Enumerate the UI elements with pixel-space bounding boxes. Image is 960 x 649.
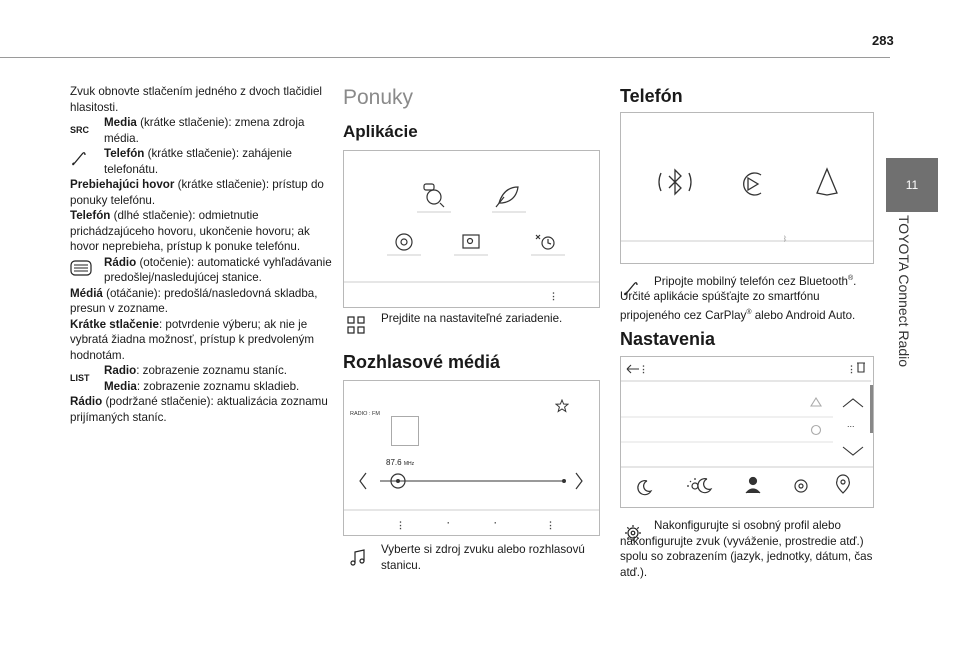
media-term: Media xyxy=(104,116,137,129)
list-radio-desc: : zobrazenie zoznamu staníc. xyxy=(136,364,288,377)
climate-timer-icon xyxy=(536,235,554,249)
back-arrow-icon xyxy=(627,365,639,373)
driving-settings-icon xyxy=(396,234,412,250)
android-auto-icon xyxy=(817,169,837,195)
radio2-desc: (podržané stlačenie): aktualizácia zoznamu prijímaných staníc. xyxy=(70,395,328,424)
list-media-term: Media xyxy=(104,379,137,393)
info-circle-icon xyxy=(812,426,821,435)
header-rule xyxy=(0,57,890,58)
phone-caption xyxy=(620,271,872,323)
list-radio-term: Radio xyxy=(104,364,137,377)
radio-desc: (otočenie): automatické vyhľadávanie predošlej/nasledujúcej stanice. xyxy=(104,255,332,284)
frequency-value: 87.6 xyxy=(386,458,402,467)
tel2-term: Telefón xyxy=(70,209,111,222)
apps-heading: Aplikácie xyxy=(343,122,418,141)
media2-term: Médiá xyxy=(70,286,103,300)
call-term: Prebiehajúci hovor xyxy=(70,178,175,191)
paragraph-short-press xyxy=(70,317,332,364)
list-row xyxy=(70,363,332,394)
call-desc: (krátke stlačenie): prístup do ponuky telefónu. xyxy=(70,178,324,207)
svg-text:⋮: ⋮ xyxy=(639,364,648,374)
phone-icon xyxy=(70,150,88,168)
settings-caption: Nakonfigurujte si osobný profil alebo nakonfigurujte zvuk (vyváženie, prostredie atď.) spolu so zobrazením (jazyk, jednotky, dátum, čas atď.). xyxy=(620,519,873,579)
apps-screen xyxy=(343,150,600,308)
registered-mark-2: ® xyxy=(746,308,752,316)
carplay-icon xyxy=(744,173,761,195)
photo-app-icon xyxy=(463,235,479,248)
list-media-desc: : zobrazenie zoznamu skladieb. xyxy=(136,379,300,393)
radio-caption: Vyberte si zdroj zvuku alebo rozhlasovú stanicu. xyxy=(381,543,585,572)
connected-services-icon xyxy=(424,184,444,207)
day-night-icon xyxy=(687,478,711,493)
src-icon: SRC xyxy=(70,125,90,135)
paragraph-radio-hold xyxy=(70,394,332,425)
frequency-unit: MHz xyxy=(403,461,415,467)
svg-text:ᛒ: ᛒ xyxy=(783,235,788,243)
settings-ellipsis: ... xyxy=(847,419,855,429)
short-desc: : potvrdenie výberu; ak nie je vybratá žiadna možnosť, prístup k predvoleným hodnotám. xyxy=(70,317,315,362)
phone-screen xyxy=(620,112,874,264)
settings-heading: Nastavenia xyxy=(620,329,716,349)
svg-text:·: · xyxy=(447,518,450,528)
tel-term: Telefón xyxy=(104,147,145,160)
menus-heading: Ponuky xyxy=(343,86,414,109)
scroll-down-icon xyxy=(843,447,863,455)
svg-text:⋮: ⋮ xyxy=(847,364,856,374)
phone-caption-part1: Pripojte mobilný telefón cez Bluetooth xyxy=(654,274,848,288)
radio-screen xyxy=(343,380,600,536)
side-title xyxy=(889,215,935,385)
location-settings-icon xyxy=(837,475,850,493)
page-number: 283 xyxy=(872,33,894,48)
controls-text-column xyxy=(70,84,332,425)
music-note-icon xyxy=(350,549,366,567)
settings-screen xyxy=(620,356,874,508)
src-row xyxy=(70,115,332,146)
phone-heading: Telefón xyxy=(620,86,683,106)
profile-icon xyxy=(746,478,760,494)
paragraph-tel-long xyxy=(70,208,332,255)
trash-icon xyxy=(857,363,865,372)
radio-term: Rádio xyxy=(104,255,137,269)
list-icon: LIST xyxy=(70,373,90,383)
phone-row xyxy=(70,146,332,177)
night-mode-icon xyxy=(638,481,651,495)
registered-mark-1: ® xyxy=(848,275,854,282)
radio2-term: Rádio xyxy=(70,395,103,408)
settings-gear-icon xyxy=(795,480,807,492)
touch-grid-icon xyxy=(347,316,365,334)
phone-caption-part3: alebo Android Auto. xyxy=(751,308,856,322)
radio-knob-icon xyxy=(70,259,92,277)
svg-text:⋮: ⋮ xyxy=(549,291,558,301)
paragraph-call xyxy=(70,177,332,208)
paragraph-media-turn xyxy=(70,286,332,317)
bluetooth-icon xyxy=(659,170,691,194)
phone-caption-part2: . Určité aplikácie spúšťajte zo smartfónu pripojeného cez CarPlay xyxy=(620,274,857,322)
scroll-up-icon xyxy=(843,399,863,407)
apps-caption: Prejdite na nastaviteľné zariadenie. xyxy=(381,312,563,325)
svg-text:·: · xyxy=(494,518,497,528)
chapter-tab: 11 xyxy=(886,158,938,212)
tel-desc: (krátke stlačenie): zahájenie telefonátu. xyxy=(104,147,292,176)
media2-desc: (otáčanie): predošlá/nasledovná skladba, presun v zozname. xyxy=(70,286,318,315)
paragraph-volume: Zvuk obnovte stlačením jedného z dvoch tlačidiel hlasitosti. xyxy=(70,85,322,114)
tune-next-icon xyxy=(576,473,582,489)
radio-band-label: RADIO : FM xyxy=(350,411,380,417)
side-title-text: TOYOTA Connect Radio xyxy=(896,215,912,367)
tune-prev-icon xyxy=(360,473,366,489)
radio-media-heading: Rozhlasové médiá xyxy=(343,352,501,372)
tel2-desc: (dlhé stlačenie): odmietnutie prichádzajúceho hovoru, ukončenie hovoru; ak hovor neprebieha, prístup k ponuke telefónu. xyxy=(70,209,310,253)
warning-triangle-icon xyxy=(811,398,821,406)
svg-text:⋮: ⋮ xyxy=(396,520,405,530)
short-term: Krátke stlačenie xyxy=(70,317,159,331)
radio-row xyxy=(70,255,332,286)
eco-leaf-icon xyxy=(496,187,518,207)
media-desc: (krátke stlačenie): zmena zdroja média. xyxy=(104,116,305,145)
svg-text:⋮: ⋮ xyxy=(546,520,555,530)
